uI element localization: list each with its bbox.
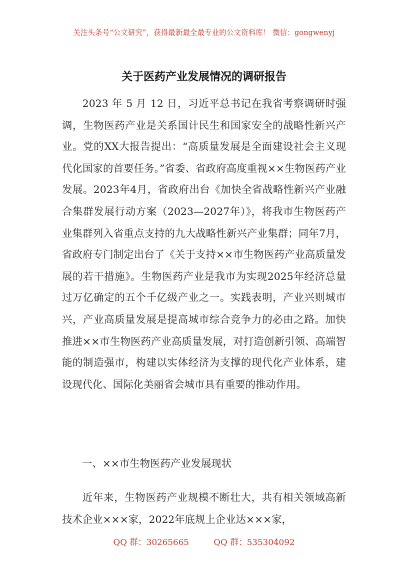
footer-qq-group-2: QQ 群：535304092 <box>213 537 295 547</box>
section-heading-1: 一、××市生物医药产业发展现状 <box>82 459 232 470</box>
promo-header-note: 关注头条号“公文研究”，获得最新最全最专业的公文资料库！ 微信：gongwenyj <box>73 28 335 37</box>
body-paragraph-intro: 2023 年 5 月 12 日，习近平总书记在我省考察调研时强调，生物医药产业是关系国计民生和国家安全的战略性新兴产业。党的XX大报告提出：“高质量发展是全面建设社会主义现代化国家的首要任务。”省委、省政府高度重视××生物医药产业发展。2023年4月，省政府出台《加快全省战略性新兴产业融合集群发展行动方案（2023—2027年）》，将我市生物医药产业集群列入省重点支持的九大战略性新兴产业集群；同年7月，省政府专门制定出台了《关于支持××市生物医药产业高质量发展的若干措施》。生物医药产业是我市为实现2025年经济总量过万亿确定的五个千亿级产业之一。实践表明，产业兴则城市兴，产业高质量发展是提高城市综合竞争力的必由之路。加快推进××市生物医药产业高质量发展，对打造创新引领、高端智能的制造强市，构建以实体经济为支撑的现代化产业体系，建设现代化、国际化美丽省会城市具有重要的推动作用。 <box>62 99 346 391</box>
footer-qq-groups <box>0 536 408 548</box>
body-paragraph-status: 近年来，生物医药产业规模不断壮大，共有相关领域高新技术企业×××家，2022年底规上企业达×××家， <box>62 493 346 526</box>
document-title: 关于医药产业发展情况的调研报告 <box>121 70 287 83</box>
footer-qq-group-1: QQ 群：30265665 <box>113 537 189 547</box>
